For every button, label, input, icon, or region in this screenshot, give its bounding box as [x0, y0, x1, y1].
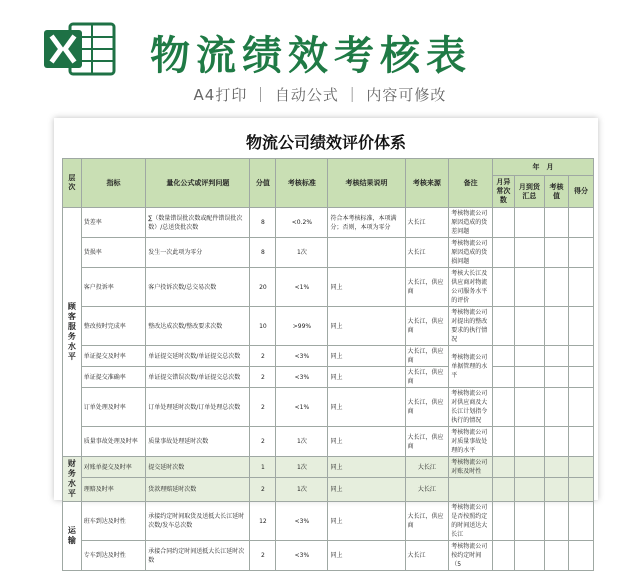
input-cell[interactable] — [492, 307, 514, 346]
col-assessed-value: 考核值 — [544, 176, 568, 208]
input-cell[interactable] — [568, 427, 593, 457]
input-cell[interactable] — [492, 541, 514, 571]
indicator-cell[interactable]: 客户投诉率 — [81, 268, 146, 307]
input-cell[interactable] — [514, 367, 544, 388]
standard-cell[interactable]: >99% — [276, 307, 328, 346]
col-remark: 备注 — [449, 159, 493, 208]
score-cell[interactable]: 8 — [250, 238, 276, 268]
remark-cell[interactable]: 考核物流公司对账及时性 — [449, 457, 493, 478]
source-cell[interactable]: 大长江，供应商 — [405, 346, 449, 367]
input-cell[interactable] — [492, 388, 514, 427]
col-score-got: 得分 — [568, 176, 593, 208]
remark-cell[interactable]: 考核物流公司对供应商及大长江计划指令执行的情况 — [449, 388, 493, 427]
standard-cell[interactable]: <3% — [276, 541, 328, 571]
source-cell[interactable]: 大长江，供应商 — [405, 427, 449, 457]
input-cell[interactable] — [568, 478, 593, 502]
result-note-cell[interactable]: 同上 — [328, 388, 405, 427]
remark-cell[interactable]: 考核大长江及供应商对物流公司服务水平的评价 — [449, 268, 493, 307]
input-cell[interactable] — [544, 502, 568, 541]
standard-cell[interactable]: <0.2% — [276, 208, 328, 238]
input-cell[interactable] — [514, 307, 544, 346]
input-cell[interactable] — [544, 541, 568, 571]
col-period: 年 月 — [492, 159, 593, 176]
table-row — [63, 541, 594, 571]
col-exceptions: 月异常次数 — [492, 176, 514, 208]
table-row — [63, 388, 594, 427]
source-cell[interactable]: 大长江，供应商 — [405, 388, 449, 427]
score-cell[interactable]: 20 — [250, 268, 276, 307]
input-cell[interactable] — [568, 208, 593, 238]
input-cell[interactable] — [514, 388, 544, 427]
table-row — [63, 502, 594, 541]
input-cell[interactable] — [514, 478, 544, 502]
result-note-cell[interactable]: 同上 — [328, 541, 405, 571]
input-cell[interactable] — [492, 502, 514, 541]
input-cell[interactable] — [568, 457, 593, 478]
result-note-cell[interactable]: 同上 — [328, 346, 405, 367]
table-row — [63, 268, 594, 307]
table-row — [63, 457, 594, 478]
remark-cell[interactable]: 考核物流公司原因造成的货差问题 — [449, 208, 493, 238]
input-cell[interactable] — [492, 367, 514, 388]
standard-cell[interactable]: 1次 — [276, 478, 328, 502]
spreadsheet-preview — [54, 118, 598, 568]
source-cell[interactable]: 大长江 — [405, 478, 449, 502]
standard-cell[interactable]: 1次 — [276, 238, 328, 268]
result-note-cell[interactable]: 同上 — [328, 367, 405, 388]
formula-cell[interactable]: 承接约定时间取货及送抵大长江延时次数/发车总次数 — [146, 502, 250, 541]
input-cell[interactable] — [514, 457, 544, 478]
table-row — [63, 346, 594, 367]
col-score: 分值 — [250, 159, 276, 208]
input-cell[interactable] — [544, 307, 568, 346]
category-customer-service: 顾客服务水平 — [63, 208, 82, 457]
standard-cell[interactable]: <1% — [276, 388, 328, 427]
input-cell[interactable] — [514, 238, 544, 268]
indicator-cell[interactable]: 对账单提交及时率 — [81, 457, 146, 478]
source-cell[interactable]: 大长江 — [405, 208, 449, 238]
indicator-cell[interactable]: 订单处理及时率 — [81, 388, 146, 427]
table-row — [63, 208, 594, 238]
input-cell[interactable] — [544, 238, 568, 268]
result-note-cell[interactable]: 同上 — [328, 427, 405, 457]
indicator-cell[interactable]: 货差率 — [81, 208, 146, 238]
input-cell[interactable] — [514, 541, 544, 571]
col-level: 层次 — [63, 159, 82, 208]
input-cell[interactable] — [544, 457, 568, 478]
formula-cell[interactable]: 客户投诉次数/总交易次数 — [146, 268, 250, 307]
input-cell[interactable] — [568, 238, 593, 268]
input-cell[interactable] — [544, 478, 568, 502]
standard-cell[interactable]: <3% — [276, 367, 328, 388]
input-cell[interactable] — [544, 346, 568, 367]
formula-cell[interactable]: 货款理赔延时次数 — [146, 478, 250, 502]
score-cell[interactable]: 2 — [250, 367, 276, 388]
standard-cell[interactable]: 1次 — [276, 457, 328, 478]
table-row — [63, 427, 594, 457]
result-note-cell[interactable]: 符合本考核标准，本项满分；否则，本项为零分 — [328, 208, 405, 238]
category-transport: 运输 — [63, 502, 82, 571]
formula-cell[interactable]: 发生一次此项为零分 — [146, 238, 250, 268]
result-note-cell[interactable]: 同上 — [328, 307, 405, 346]
source-cell[interactable]: 大长江 — [405, 238, 449, 268]
sheet-title: 物流公司绩效评价体系 — [245, 133, 406, 152]
header-banner — [0, 0, 640, 120]
page-title: 物流绩效考核表 — [150, 32, 472, 79]
table-row — [63, 367, 594, 388]
score-cell[interactable]: 12 — [250, 502, 276, 541]
score-cell[interactable]: 8 — [250, 208, 276, 238]
source-cell[interactable]: 大长江，供应商 — [405, 502, 449, 541]
source-cell[interactable]: 大长江 — [405, 541, 449, 571]
result-note-cell[interactable]: 同上 — [328, 502, 405, 541]
table-row — [63, 307, 594, 346]
col-result-note: 考核结果说明 — [328, 159, 405, 208]
input-cell[interactable] — [514, 427, 544, 457]
input-cell[interactable] — [544, 427, 568, 457]
col-standard: 考核标准 — [276, 159, 328, 208]
input-cell[interactable] — [568, 541, 593, 571]
input-cell[interactable] — [544, 268, 568, 307]
standard-cell[interactable]: <1% — [276, 268, 328, 307]
input-cell[interactable] — [514, 268, 544, 307]
input-cell[interactable] — [492, 208, 514, 238]
source-cell[interactable]: 大长江 — [405, 457, 449, 478]
score-cell[interactable]: 2 — [250, 541, 276, 571]
remark-cell[interactable]: 考核物流公司单据管理的水平 — [449, 346, 493, 388]
input-cell[interactable] — [514, 502, 544, 541]
indicator-cell[interactable]: 单证提交及时率 — [81, 346, 146, 367]
indicator-cell[interactable]: 理赔及时率 — [81, 478, 146, 502]
remark-cell[interactable] — [449, 478, 493, 502]
result-note-cell[interactable]: 同上 — [328, 457, 405, 478]
remark-cell[interactable]: 考核物流公司按约定时间（5 — [449, 541, 493, 571]
input-cell[interactable] — [544, 367, 568, 388]
score-cell[interactable]: 2 — [250, 427, 276, 457]
remark-cell[interactable]: 考核物流公司是否按照约定的时间送达大长江 — [449, 502, 493, 541]
score-cell[interactable]: 2 — [250, 478, 276, 502]
input-cell[interactable] — [514, 346, 544, 367]
input-cell[interactable] — [568, 307, 593, 346]
remark-cell[interactable]: 考核物流公司对质量事故处理的水平 — [449, 427, 493, 457]
standard-cell[interactable]: <3% — [276, 346, 328, 367]
indicator-cell[interactable]: 班车到达及时性 — [81, 502, 146, 541]
remark-cell[interactable]: 考核物流公司原因造成的货损问题 — [449, 238, 493, 268]
input-cell[interactable] — [492, 457, 514, 478]
input-cell[interactable] — [544, 208, 568, 238]
source-cell[interactable]: 大长江，供应商 — [405, 367, 449, 388]
input-cell[interactable] — [492, 238, 514, 268]
remark-cell[interactable]: 考核物流公司对提出的整改要求的执行情况 — [449, 307, 493, 346]
input-cell[interactable] — [568, 346, 593, 367]
formula-cell[interactable]: 单证提交错误次数/单证提交总次数 — [146, 367, 250, 388]
formula-cell[interactable]: 承接合同约定时间送抵大长江延时次数 — [146, 541, 250, 571]
col-source: 考核来源 — [405, 159, 449, 208]
evaluation-table — [62, 158, 594, 571]
col-monthly-summary: 月到货汇总 — [514, 176, 544, 208]
col-formula: 量化公式或评判问题 — [146, 159, 250, 208]
category-finance: 财务水平 — [63, 457, 82, 502]
formula-cell[interactable]: 质量事故处理延时次数 — [146, 427, 250, 457]
standard-cell[interactable]: 1次 — [276, 427, 328, 457]
input-cell[interactable] — [492, 268, 514, 307]
standard-cell[interactable]: <3% — [276, 502, 328, 541]
input-cell[interactable] — [514, 208, 544, 238]
input-cell[interactable] — [568, 388, 593, 427]
indicator-cell[interactable]: 整改按时完成率 — [81, 307, 146, 346]
score-cell[interactable]: 1 — [250, 457, 276, 478]
formula-cell[interactable]: ∑（数量错误批次数或配件错误批次数）/总送货批次数 — [146, 208, 250, 238]
formula-cell[interactable]: 订单处理延时次数/订单处理总次数 — [146, 388, 250, 427]
input-cell[interactable] — [492, 427, 514, 457]
result-note-cell[interactable]: 同上 — [328, 268, 405, 307]
result-note-cell[interactable]: 同上 — [328, 478, 405, 502]
formula-cell[interactable]: 整改达成次数/整改要求次数 — [146, 307, 250, 346]
input-cell[interactable] — [568, 367, 593, 388]
source-cell[interactable]: 大长江，供应商 — [405, 268, 449, 307]
formula-cell[interactable]: 单证提交延时次数/单证提交总次数 — [146, 346, 250, 367]
formula-cell[interactable]: 提交延时次数 — [146, 457, 250, 478]
table-row — [63, 238, 594, 268]
source-cell[interactable]: 大长江，供应商 — [405, 307, 449, 346]
input-cell[interactable] — [544, 388, 568, 427]
result-note-cell[interactable] — [328, 238, 405, 268]
indicator-cell[interactable]: 专车到达及时性 — [81, 541, 146, 571]
indicator-cell[interactable]: 单证提交准确率 — [81, 367, 146, 388]
col-indicator: 指标 — [81, 159, 146, 208]
score-cell[interactable]: 2 — [250, 346, 276, 367]
score-cell[interactable]: 10 — [250, 307, 276, 346]
input-cell[interactable] — [568, 268, 593, 307]
input-cell[interactable] — [568, 502, 593, 541]
table-row — [63, 478, 594, 502]
page-subtitle: A4打印 ｜ 自动公式 ｜ 内容可修改 — [193, 86, 447, 104]
score-cell[interactable]: 2 — [250, 388, 276, 427]
indicator-cell[interactable]: 质量事故处理及时率 — [81, 427, 146, 457]
excel-icon — [42, 20, 116, 78]
input-cell[interactable] — [492, 478, 514, 502]
input-cell[interactable] — [492, 346, 514, 367]
indicator-cell[interactable]: 货损率 — [81, 238, 146, 268]
